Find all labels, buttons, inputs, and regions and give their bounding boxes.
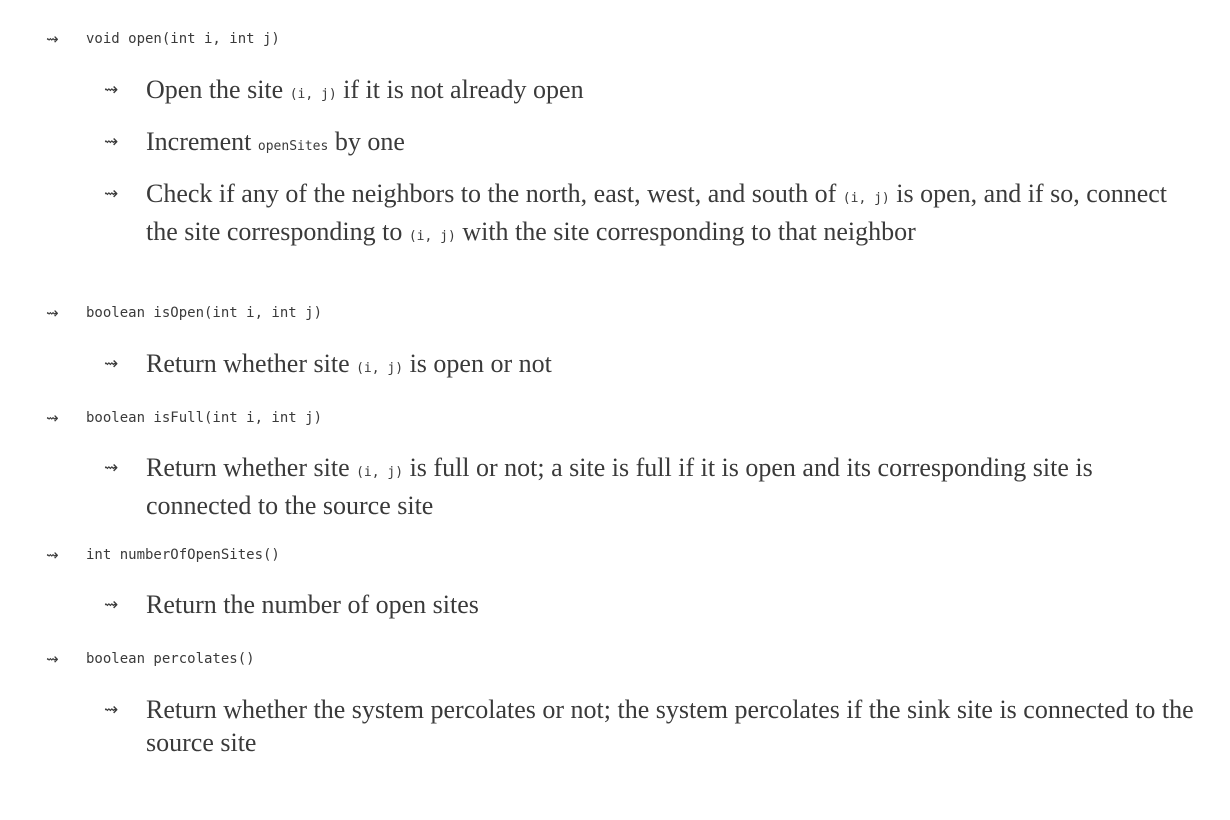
text-run: Increment (146, 127, 258, 156)
list-item (104, 589, 1194, 622)
squiggle-arrow-icon: ⇝ (104, 132, 119, 152)
inline-code: (i, j) (356, 361, 404, 376)
list-item (104, 694, 1194, 759)
squiggle-arrow-icon: ⇝ (104, 354, 119, 374)
item-text (146, 452, 1194, 522)
squiggle-arrow-icon: ⇝ (46, 30, 59, 48)
method-isfull-header (46, 409, 322, 427)
text-run: Return whether site (146, 453, 357, 482)
text-run: Return whether site (146, 349, 357, 378)
text-run: Return the number of open sites (146, 590, 479, 619)
method-signature: int numberOfOpenSites() (86, 547, 280, 563)
inline-code: (i, j) (842, 191, 890, 206)
item-text (146, 74, 1194, 112)
text-run: is open or not (403, 349, 552, 378)
method-numberofopensites-header (46, 546, 280, 564)
method-isopen-header (46, 304, 322, 322)
text-run: is open, and if so, connect the site corresponding to (146, 179, 1168, 246)
list-item (104, 348, 1194, 386)
squiggle-arrow-icon: ⇝ (104, 80, 119, 100)
list-item (104, 178, 1194, 253)
squiggle-arrow-icon: ⇝ (104, 184, 119, 204)
item-text (146, 589, 1194, 622)
item-text (146, 178, 1194, 253)
inline-code: (i, j) (289, 87, 337, 102)
item-text (146, 694, 1194, 759)
text-run: Return whether the system percolates or not; the system percolates if the sink site is connected to the source site (146, 695, 1194, 757)
method-percolates-header (46, 650, 255, 668)
squiggle-arrow-icon: ⇝ (46, 650, 59, 668)
text-run: Check if any of the neighbors to the north, east, west, and south of (146, 179, 843, 208)
list-item (104, 126, 1194, 164)
squiggle-arrow-icon: ⇝ (104, 458, 119, 478)
text-run: if it is not already open (336, 75, 584, 104)
text-run: by one (328, 127, 405, 156)
item-text (146, 348, 1194, 386)
list-item (104, 74, 1194, 112)
inline-code: (i, j) (356, 465, 404, 480)
squiggle-arrow-icon: ⇝ (104, 700, 119, 720)
squiggle-arrow-icon: ⇝ (46, 409, 59, 427)
text-run: is full or not; a site is full if it is open and its corresponding site is connected to the source site (146, 453, 1093, 520)
list-item (104, 452, 1194, 522)
inline-code: openSites (257, 139, 329, 154)
method-signature: boolean isOpen(int i, int j) (86, 305, 323, 321)
method-signature: boolean isFull(int i, int j) (86, 410, 323, 426)
inline-code: (i, j) (408, 228, 456, 244)
item-text (146, 126, 1194, 164)
squiggle-arrow-icon: ⇝ (46, 304, 59, 322)
squiggle-arrow-icon: ⇝ (104, 595, 119, 615)
method-signature: boolean percolates() (86, 651, 255, 667)
text-run: Open the site (146, 75, 290, 104)
text-run: with the site corresponding to that neighbor (455, 216, 916, 246)
method-open-header (46, 30, 280, 48)
method-signature: void open(int i, int j) (86, 31, 280, 47)
squiggle-arrow-icon: ⇝ (46, 546, 59, 564)
